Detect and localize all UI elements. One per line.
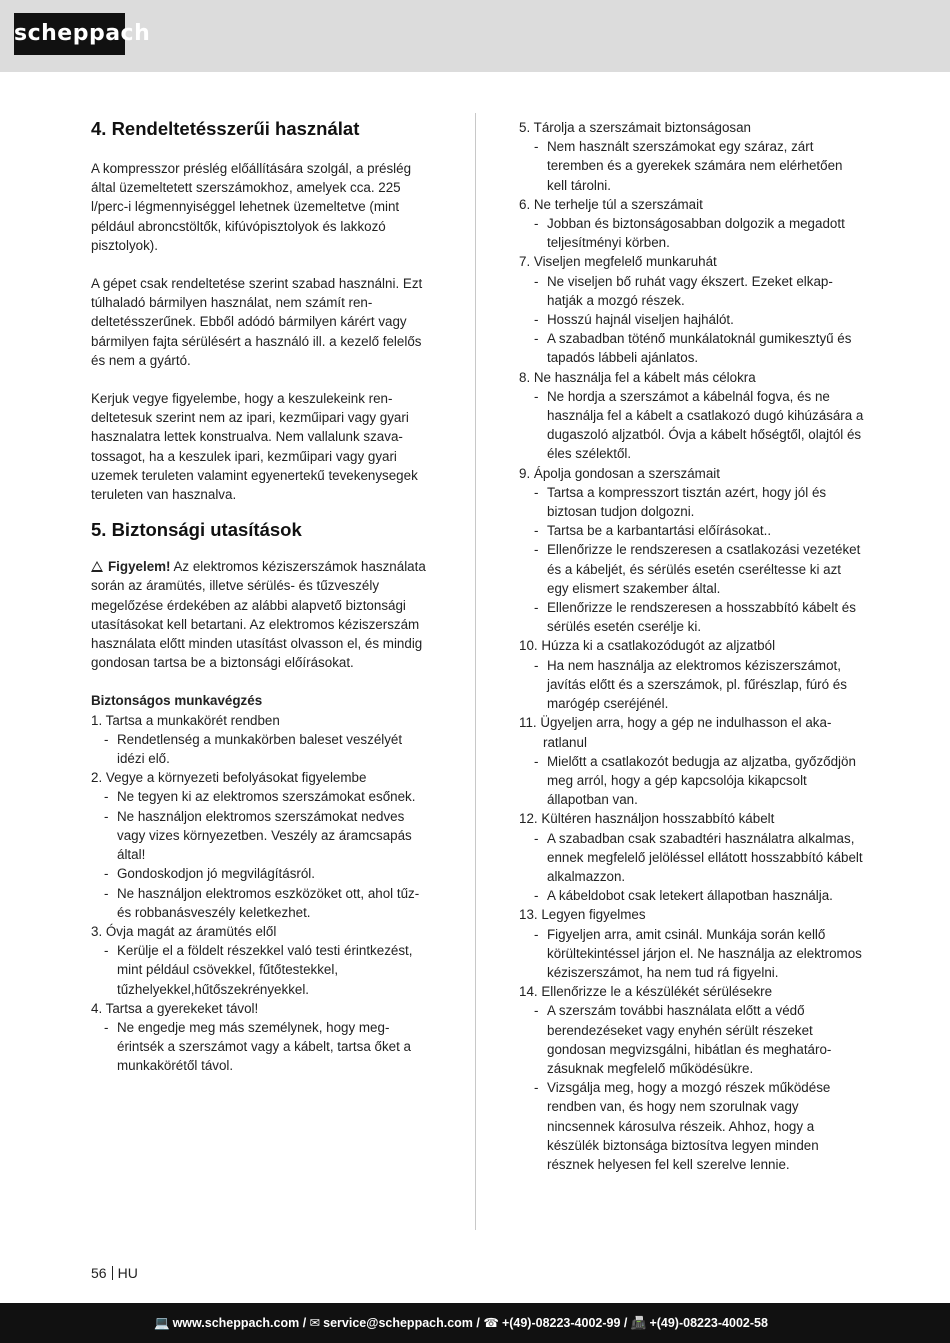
warning-label: Figyelem! (108, 559, 171, 575)
phone-icon: ☎ (483, 1316, 499, 1330)
paragraph: A gépet csak rendeltetése szerint szabad használni. Ezt túlhaladó bármilyen használat, nem számít rendeltetésszerűnek. Ebből adódó bármilyen kárért vagy bármilyen fajta sérülésért a használó ill. a kezelő felelős és nem a gyártó. (91, 276, 423, 368)
computer-icon: 💻 (154, 1316, 170, 1330)
list-item: 8. Ne használja fel a kábelt más célokra (519, 369, 756, 385)
right-column (519, 118, 864, 1174)
sub-item: - Hosszú hajnál viseljen hajhálót. (534, 312, 734, 328)
sub-item: - Nem használt szerszámokat egy száraz, zárt teremben és a gyerekek számára nem elérhetően kell tárolni. (534, 139, 843, 193)
sub-item: - Rendetlenség a munkakörben baleset veszélyét idézi elő. (104, 731, 403, 767)
sub-item: - Tartsa be a karbantartási előírásokat.. (534, 523, 772, 539)
sub-item: - Mielőtt a csatlakozót bedugja az aljzatba, győződjön meg arról, hogy a gép kapcsolója kikapcsolt állapotban van. (534, 753, 856, 808)
list-item: 12. Kültéren használjon hosszabbító kábelt (519, 811, 775, 827)
list-item: 4. Tartsa a gyerekeket távol! (91, 1000, 259, 1016)
sub-item: - Ne viseljen bő ruhát vagy ékszert. Ezeket elkaphatják a mozgó részek. (534, 273, 833, 308)
sub-item: - Ellenőrizze le rendszeresen a hosszabbító kábelt és sérülés esetén cserélje ki. (534, 600, 856, 635)
scheppach-logo: scheppach (14, 13, 125, 55)
page-number: 56 HU (91, 1265, 138, 1281)
warning-paragraph (91, 557, 431, 672)
list-item: 1. Tartsa a munkakörét rendben (91, 712, 280, 728)
warning-text: Az elektromos kéziszerszámok használata során az áramütés, illetve sérülés- és tűzveszély megelőzése érdekében az alábbi alapvető biztonsági utasításokat kell betartani. Az elektromos kéziszerszám használata előtt minden utasítást olvasson el, és mindig gondosan tartsa be a biztonsági előírásokat. (91, 559, 426, 671)
sub-item: - Figyeljen arra, amit csinál. Munkája során kellő körültekintéssel járjon el. Ne használja az elektromos kéziszerszámot, ha nem tud rá figyelni. (534, 926, 862, 980)
left-column (91, 118, 431, 1076)
section-5-heading: 5. Biztonsági utasítások (91, 519, 302, 541)
footer-mail: service@scheppach.com / (323, 1316, 480, 1330)
sub-item: - A szerszám további használata előtt a védő berendezéseket vagy enyhén sérült részeket gondosan megvizsgálni, hibátlan és meghatározásuknak megfelelő működésükre. (534, 1003, 832, 1076)
list-item: 13. Legyen figyelmes (519, 907, 646, 923)
footer-web: www.scheppach.com / (172, 1316, 307, 1330)
sub-item: - Ne hordja a szerszámot a kábelnál fogva, és ne használja fel a kábelt a csatlakozó dugó kihúzására a dugaszoló aljzatból. Óvja a kábelt hőségtől, olajtól és éles szélektől. (534, 388, 864, 462)
footer-fax: +(49)-08223-4002-58 (649, 1316, 768, 1330)
sub-item: - Vizsgálja meg, hogy a mozgó részek működése rendben van, és hogy nem szorulnak vagy nincsennek károsulva részeik. Ahhoz, hogy a készülék biztonsága biztosítva legyen minden résznek helyesen fel kell szerelve lennie. (534, 1080, 831, 1172)
sub-item: - Gondoskodjon jó megvilágításról. (104, 866, 315, 882)
sub-item: - A szabadban csak szabadtéri használatra alkalmas, ennek megfelelő jelöléssel ellátott hosszabbító kábelt alkalmazzon. (534, 830, 863, 884)
list-item: 10. Húzza ki a csatlakozódugót az aljzatból (519, 638, 776, 654)
sub-item: - Ha nem használja az elektromos kéziszerszámot, javítás előtt és a szerszámok, pl. fűrészlap, fúró és marógép cseréjénél. (534, 657, 847, 712)
fax-icon: 📠 (630, 1316, 647, 1330)
mail-icon: ✉ (309, 1316, 321, 1330)
list-item: 11. Ügyeljen arra, hogy a gép ne indulhasson el akaratlanul (519, 715, 832, 750)
sub-item: - Ne engedje meg más személynek, hogy megérintsék a szerszámot vagy a kábelt, tartsa őket a munkakörétől távol. (104, 1019, 411, 1074)
paragraph: Kerjuk vegye figyelembe, hogy a keszulekeink rendeltetesuk szerint nem az ipari, kezműipari vagy gyari hasznalatra lettek konstrualva. Nem vallalunk szavatossagot, ha a keszulek ipari, kezműipari vagy gyari uzemek teruleten valamint egyenertekű tevekenysegek teruleten van hasznalva. (91, 391, 418, 503)
sub-item: - Ne tegyen ki az elektromos szerszámokat esőnek. (104, 789, 416, 805)
paragraph: A kompresszor préslég előállítására szolgál, a préslég által üzemeltetett szerszámokhoz, amelyek cca. 225 l/perc-i légmennyiséggel lehetnek üzemeltetve (mint például abroncstöltők, kifúvópisztolyok és lakkozó pisztolyok). (91, 161, 412, 253)
footer-phone: +(49)-08223-4002-99 / (501, 1316, 628, 1330)
list-item: 2. Vegye a környezeti befolyásokat figyelembe (91, 770, 367, 786)
sub-item: - Kerülje el a földelt részekkel való testi érintkezést, mint például csövekkel, fűtőtestekkel, tűzhelyekkel,hűtőszekrényekkel. (104, 943, 413, 997)
section-4-heading: 4. Rendeltetésszerűi használat (91, 118, 360, 139)
list-item: 9. Ápolja gondosan a szerszámait (519, 465, 720, 481)
page-header (0, 0, 950, 72)
column-divider (475, 113, 476, 1230)
sub-item: - Tartsa a kompresszort tisztán azért, hogy jól és biztosan tudjon dolgozni. (534, 484, 827, 520)
list-item: 5. Tárolja a szerszámait biztonságosan (519, 120, 751, 135)
list-item: 14. Ellenőrizze le a készülékét sérülésekre (519, 984, 773, 1000)
subheading: Biztonságos munkavégzés (91, 693, 263, 709)
list-item: 7. Viseljen megfelelő munkaruhát (519, 254, 717, 270)
warning-triangle-icon (91, 561, 103, 572)
sub-item: - Ne használjon elektromos szerszámokat nedves vagy vizes környezetben. Veszély az áramcsapás által! (104, 808, 412, 863)
sub-item: - Ne használjon elektromos eszközöket ott, ahol tűz- és robbanásveszély keletkezhet. (104, 885, 420, 920)
sub-item: - Ellenőrizze le rendszeresen a csatlakozási vezetéket és a kábeljét, és sérülés esetén cseréltesse ki azt egy elismert szakember által. (534, 542, 861, 596)
sub-item: - Jobban és biztonságosabban dolgozik a megadott teljesítményi körben. (534, 216, 845, 251)
page-footer (0, 1303, 950, 1343)
sub-item: - A szabadban töténő munkálatoknál gumikesztyű és tapadós lábbeli ajánlatos. (534, 331, 852, 366)
list-item: 6. Ne terhelje túl a szerszámait (519, 196, 703, 212)
list-item: 3. Óvja magát az áramütés elől (91, 923, 277, 939)
sub-item: - A kábeldobot csak letekert állapotban használja. (534, 888, 833, 904)
